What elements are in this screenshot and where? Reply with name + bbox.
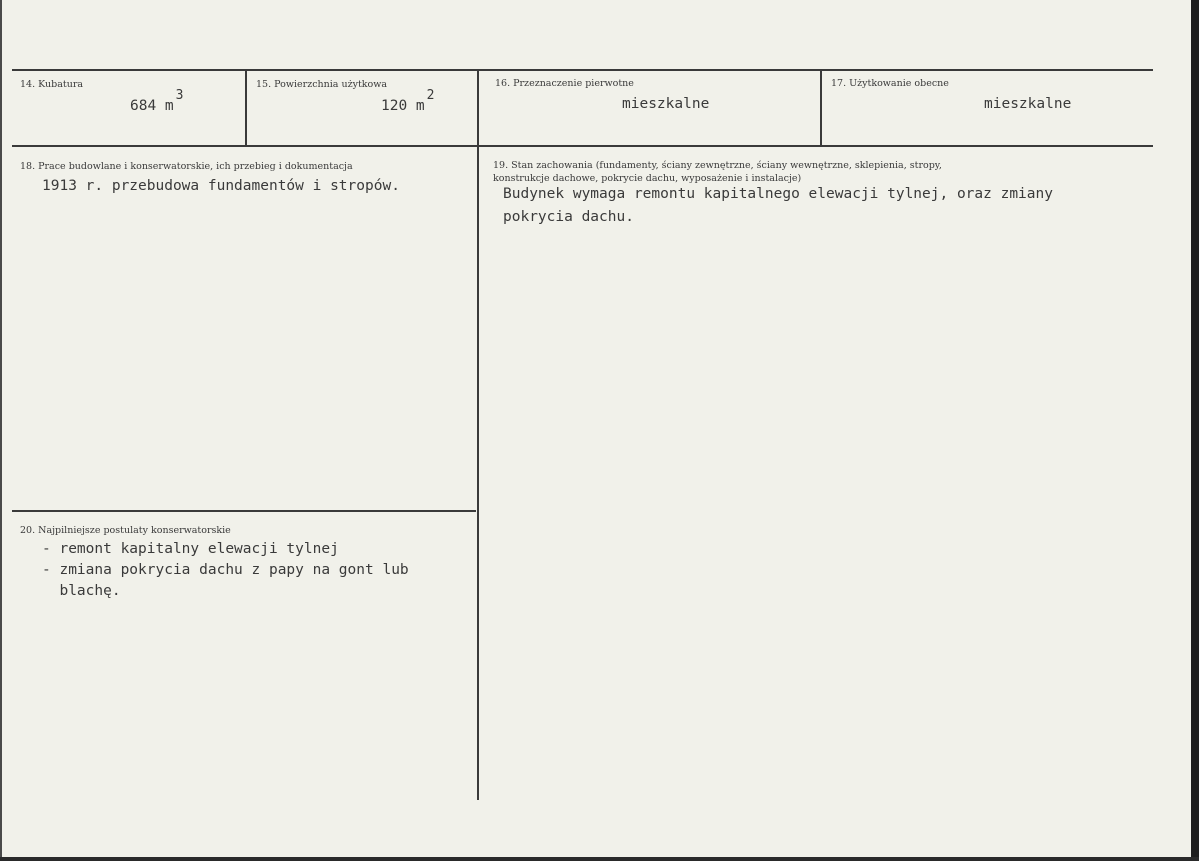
- powierzchnia-number: 120 m: [381, 98, 425, 114]
- middle-rule: [12, 145, 1153, 147]
- divider-14-15: [245, 70, 247, 146]
- divider-16-17: [820, 70, 822, 146]
- card-left-edge: [0, 0, 2, 861]
- prace-budowlane-label: 18. Prace budowlane i konserwatorskie, ich przebieg i dokumentacja: [20, 161, 353, 172]
- stan-zachowania-label-line-2: konstrukcje dachowe, pokrycie dachu, wyposażenie i instalacje): [493, 173, 802, 184]
- kubatura-label: 14. Kubatura: [20, 79, 84, 90]
- card-bottom-edge: [0, 857, 1199, 861]
- powierzchnia-exponent: 2: [426, 88, 435, 103]
- stan-zachowania-line-1: Budynek wymaga remontu kapitalnego elewacji tylnej, oraz zmiany: [503, 186, 1053, 202]
- uzytkowanie-label: 17. Użytkowanie obecne: [831, 78, 949, 89]
- postulaty-line-1: - remont kapitalny elewacji tylnej: [42, 541, 339, 557]
- top-rule: [12, 69, 1153, 71]
- powierzchnia-label: 15. Powierzchnia użytkowa: [256, 79, 388, 90]
- kubatura-value: [130, 88, 184, 117]
- stan-zachowania-line-2: pokrycia dachu.: [503, 209, 634, 225]
- divider-main: [477, 70, 479, 800]
- postulaty-label: 20. Najpilniejsze postulaty konserwatorskie: [20, 525, 231, 536]
- przeznaczenie-value: mieszkalne: [622, 96, 710, 112]
- powierzchnia-value: [381, 88, 435, 117]
- postulaty-line-3: blachę.: [42, 583, 121, 599]
- przeznaczenie-label: 16. Przeznaczenie pierwotne: [495, 78, 634, 89]
- kubatura-exponent: 3: [175, 88, 184, 103]
- section-20-rule: [12, 510, 476, 512]
- stan-zachowania-label-line-1: 19. Stan zachowania (fundamenty, ściany zewnętrzne, ściany wewnętrzne, sklepienia, stropy,: [493, 160, 942, 171]
- prace-budowlane-line-1: 1913 r. przebudowa fundamentów i stropów.: [42, 178, 400, 194]
- postulaty-line-2: - zmiana pokrycia dachu z papy na gont lub: [42, 562, 409, 578]
- card-right-edge: [1191, 0, 1199, 861]
- uzytkowanie-value: mieszkalne: [984, 96, 1072, 112]
- kubatura-number: 684 m: [130, 98, 174, 114]
